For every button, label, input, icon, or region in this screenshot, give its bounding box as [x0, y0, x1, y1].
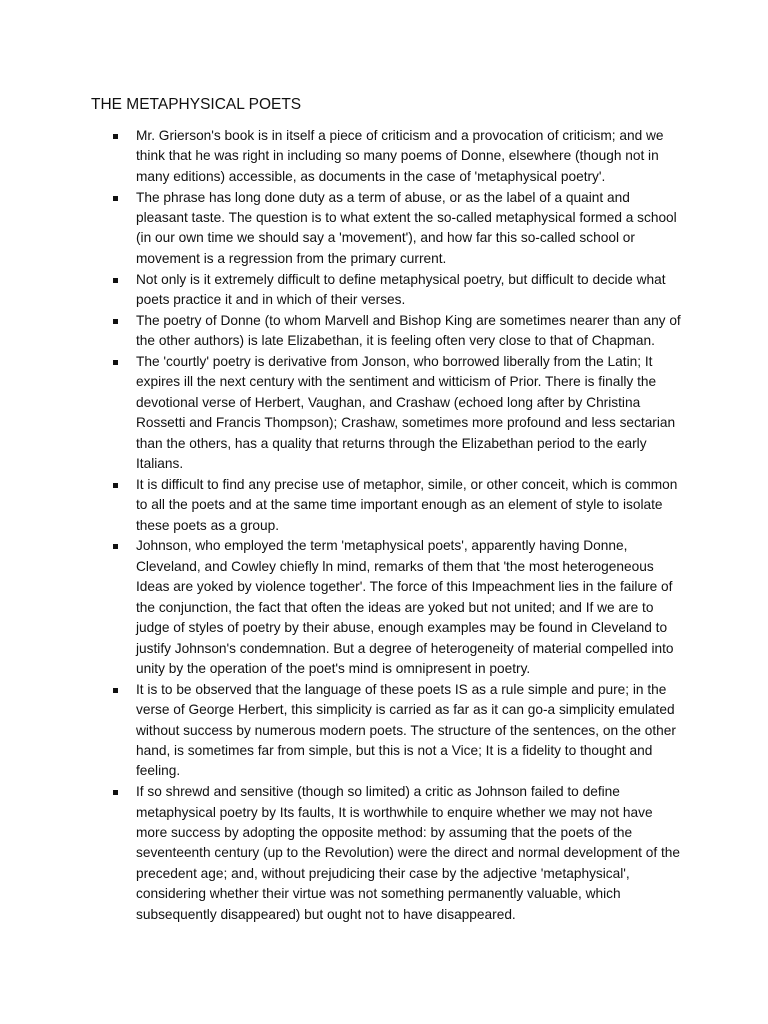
- square-bullet-icon: [113, 319, 118, 324]
- bullet-text: Johnson, who employed the term 'metaphysical poets', apparently having Donne, Cleveland, and Cowley chiefly ln mind, remarks of them that 'the most heterogeneous Ideas are yoked by violence together'. The force of this Impeachment lies in the failure of the conjunction, the fact that often the ideas are yoked but not united; and If we are to judge of styles of poetry by their abuse, enough examples may be found in Cleveland to justify Johnson's condemnation. But a degree of heterogeneity of material compelled into unity by the operation of the poet's mind is omnipresent in poetry.: [136, 538, 674, 676]
- bullet-text: Mr. Grierson's book is in itself a piece of criticism and a provocation of criticism; and we think that he was right in including so many poems of Donne, elsewhere (though not in many editions) accessible, as documents in the case of 'metaphysical poetry'.: [136, 128, 664, 184]
- bullet-text: If so shrewd and sensitive (though so limited) a critic as Johnson failed to define metaphysical poetry by Its faults, It is worthwhile to enquire whether we may not have more success by adopting the opposite method: by assuming that the poets of the seventeenth century (up to the Revolution) were the direct and normal development of the precedent age; and, without prejudicing their case by the adjective 'metaphysical', considering whether their virtue was not something permanently valuable, which subsequently disappeared) but ought not to have disappeared.: [136, 784, 681, 922]
- bullet-text: The 'courtly' poetry is derivative from Jonson, who borrowed liberally from the Latin; It expires ill the next century with the sentiment and witticism of Prior. There is finally the devotional verse of Herbert, Vaughan, and Crashaw (echoed long after by Christina Rossetti and Francis Thompson); Crashaw, sometimes more profound and less sectarian than the others, has a quality that returns through the Elizabethan period to the early Italians.: [136, 354, 676, 472]
- bullet-item: [113, 126, 683, 187]
- bullet-item: [113, 475, 683, 536]
- square-bullet-icon: [113, 360, 118, 365]
- document-title: THE METAPHYSICAL POETS: [91, 96, 302, 113]
- square-bullet-icon: [113, 688, 118, 693]
- bullet-item: [113, 188, 683, 270]
- bullet-item: [113, 536, 683, 679]
- square-bullet-icon: [113, 196, 118, 201]
- bullet-text: It is to be observed that the language of these poets IS as a rule simple and pure; in the verse of George Herbert, this simplicity is carried as far as it can go-a simplicity emulated without success by numerous modern poets. The structure of the sentences, on the other hand, is sometimes far from simple, but this is not a Vice; It is a fidelity to thought and feeling.: [136, 681, 676, 779]
- square-bullet-icon: [113, 790, 118, 795]
- bullet-text: The poetry of Donne (to whom Marvell and Bishop King are sometimes nearer than any of the other authors) is late Elizabethan, it is feeling often very close to that of Chapman.: [136, 312, 681, 349]
- bullet-list: [113, 126, 683, 925]
- square-bullet-icon: [113, 483, 118, 488]
- bullet-item: [113, 311, 683, 352]
- square-bullet-icon: [113, 134, 118, 139]
- square-bullet-icon: [113, 544, 118, 549]
- bullet-text: The phrase has long done duty as a term of abuse, or as the label of a quaint and pleasant taste. The question is to what extent the so-called metaphysical formed a school (in our own time we should say a 'movement'), and how far this so-called school or movement is a regression from the primary current.: [136, 189, 677, 266]
- bullet-item: [113, 680, 683, 782]
- bullet-item: [113, 270, 683, 311]
- bullet-text: It is difficult to find any precise use of metaphor, simile, or other conceit, which is common to all the poets and at the same time important enough as an element of style to isolate these poets as a group.: [136, 476, 678, 533]
- square-bullet-icon: [113, 278, 118, 283]
- bullet-item: [113, 352, 683, 474]
- bullet-item: [113, 782, 683, 925]
- bullet-text: Not only is it extremely difficult to define metaphysical poetry, but difficult to decide what poets practice it and in which of their verses.: [136, 271, 666, 308]
